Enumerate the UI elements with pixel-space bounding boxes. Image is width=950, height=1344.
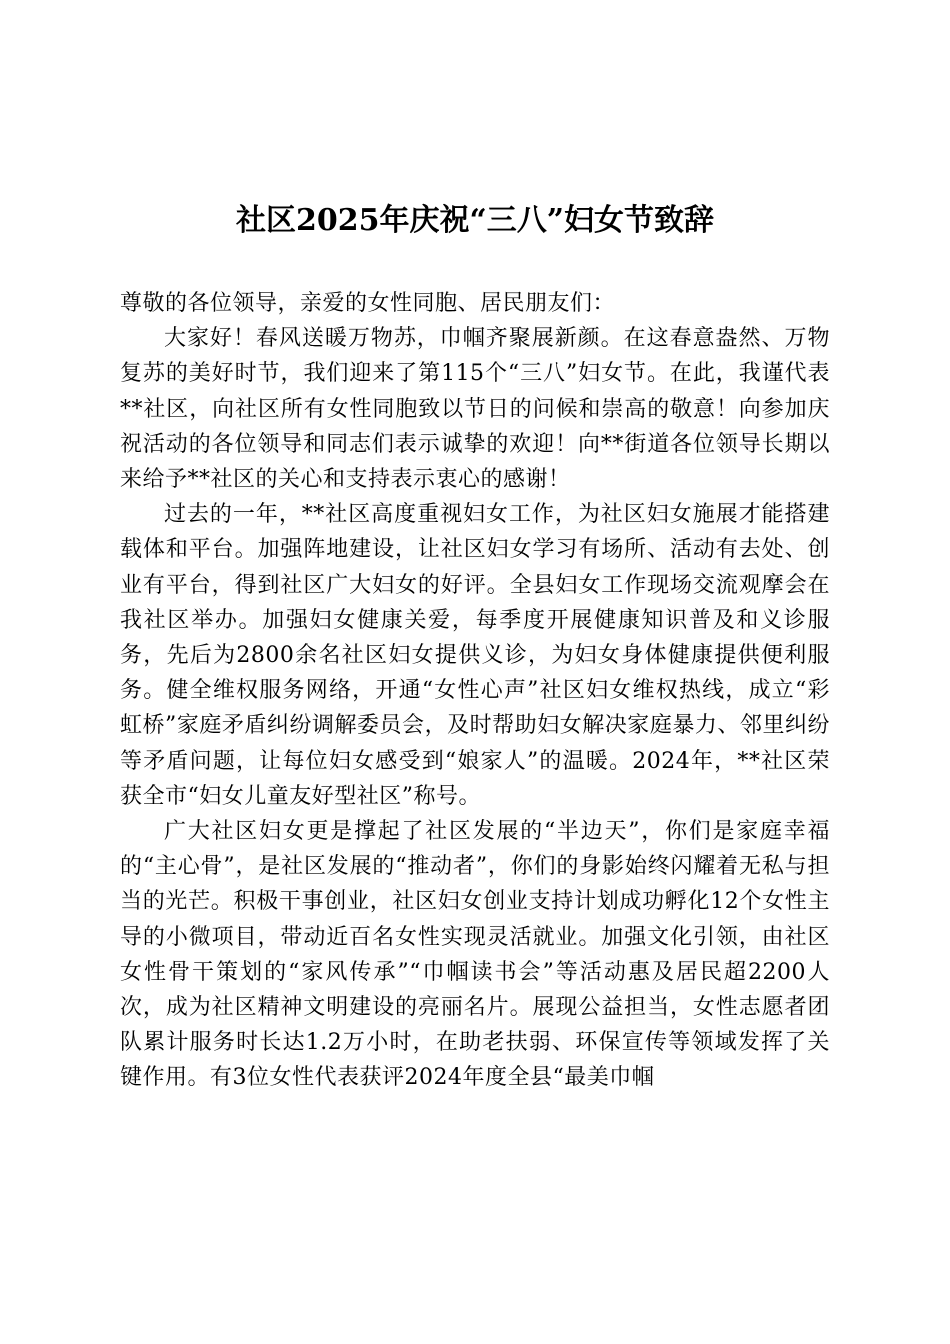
paragraph-past-year: 过去的一年，**社区高度重视妇女工作，为社区妇女施展才能搭建载体和平台。加强阵地建设，让社区妇女学习有场所、活动有去处、创业有平台，得到社区广大妇女的好评。全县妇女工作现场交流观摩会在我社区举办。加强妇女健康关爱，每季度开展健康知识普及和义诊服务，先后为2800余名社区妇女提供义诊，为妇女身体健康提供便利服务。健全维权服务网络，开通“女性心声”社区妇女维权热线，成立“彩虹桥”家庭矛盾纠纷调解委员会，及时帮助妇女解决家庭暴力、邻里纠纷等矛盾问题，让每位妇女感受到“娘家人”的温暖。2024年，**社区荣获全市“妇女儿童友好型社区”称号。 (120, 502, 831, 809)
paragraph-greeting: 大家好！春风送暖万物苏，巾帼齐聚展新颜。在这春意盎然、万物复苏的美好时节，我们迎来了第115个“三八”妇女节。在此，我谨代表**社区，向社区所有女性同胞致以节日的问候和崇高的敬意！向参加庆祝活动的各位领导和同志们表示诚挚的欢迎！向**街道各位领导长期以来给予**社区的关心和支持表示衷心的感谢！ (120, 326, 830, 493)
document-body (120, 286, 830, 1096)
paragraph-women-role: 广大社区妇女更是撑起了社区发展的“半边天”，你们是家庭幸福的“主心骨”，是社区发展的“推动者”，你们的身影始终闪耀着无私与担当的光芒。积极干事创业，社区妇女创业支持计划成功孵化12个女性主导的小微项目，带动近百名女性实现灵活就业。加强文化引领，由社区女性骨干策划的“家风传承”“巾帼读书会”等活动惠及居民超2200人次，成为社区精神文明建设的亮丽名片。展现公益担当，女性志愿者团队累计服务时长达1.2万小时，在助老扶弱、环保宣传等领域发挥了关键作用。有3位女性代表获评2024年度全县“最美巾帼 (120, 819, 830, 1091)
document-title: 社区2025年庆祝“三八”妇女节致辞 (235, 203, 714, 238)
salutation: 尊敬的各位领导，亲爱的女性同胞、居民朋友们： (120, 291, 616, 316)
